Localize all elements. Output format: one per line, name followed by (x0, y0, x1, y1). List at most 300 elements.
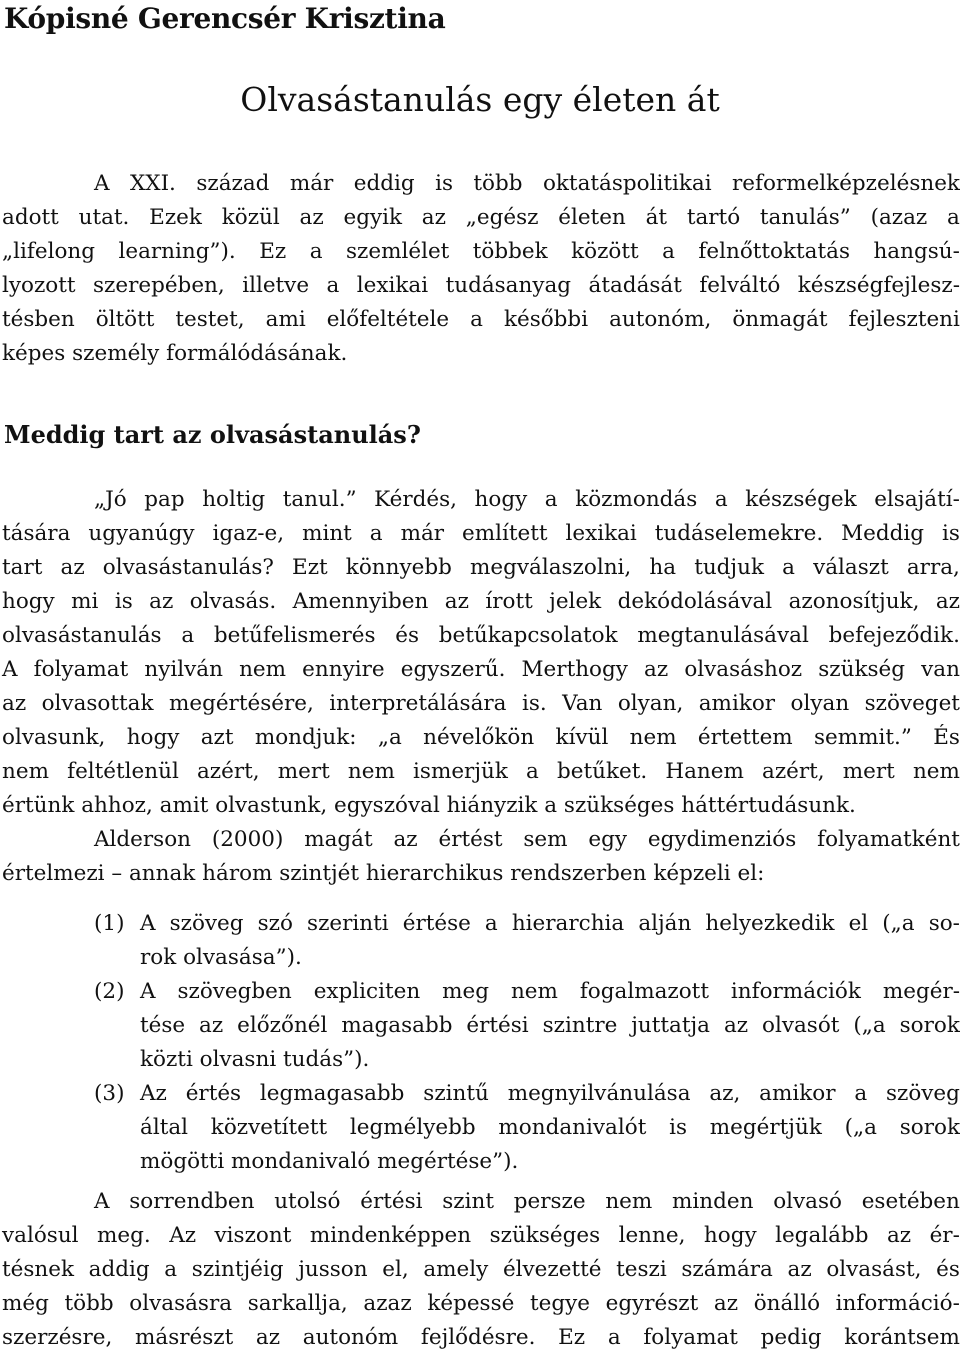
paragraph-line (0, 1219, 960, 1253)
word: alján (638, 911, 692, 936)
word: fejleszteni (848, 307, 960, 332)
word: „a (377, 725, 402, 750)
word: nem (605, 1189, 653, 1214)
word: eddig (353, 171, 415, 196)
list-number: (3) (94, 1081, 125, 1106)
word: tegye (529, 1291, 590, 1316)
word: legmagasabb (259, 1081, 405, 1106)
word: Kérdés, (374, 487, 457, 512)
word: illetve (242, 273, 310, 298)
word: megválaszolni, (469, 555, 632, 580)
word: so- (928, 911, 960, 936)
word: közmondás (575, 487, 698, 512)
word: az (886, 1223, 912, 1248)
word: az (60, 555, 85, 580)
word: Meddig (841, 521, 925, 546)
paragraph-line: értelmezi – annak három szintjét hierarchikus rendszerben képzeli el: (2, 861, 765, 886)
word: amikor (698, 691, 776, 716)
list-number: (2) (94, 979, 125, 1004)
word: felváltó (699, 273, 781, 298)
word: ha (649, 555, 677, 580)
word: olvasást, (826, 1257, 922, 1282)
word: másrészt (134, 1325, 234, 1350)
word: a (164, 1257, 178, 1282)
word: dekódolásával (617, 589, 773, 614)
word: testet, (175, 307, 245, 332)
word: helyezkedik (705, 911, 835, 936)
word: a (854, 1081, 868, 1106)
body-paragraph (0, 483, 960, 891)
author-name: Kópisné Gerencsér Krisztina (4, 2, 446, 35)
word: az (255, 1325, 281, 1350)
word: utat. (78, 205, 130, 230)
word: nem (912, 759, 960, 784)
list-item-line: közti olvasni tudás”). (140, 1047, 370, 1072)
word: tudjuk (694, 555, 764, 580)
word: expliciten (313, 979, 421, 1004)
word: képessé (427, 1291, 515, 1316)
word: persze (513, 1189, 586, 1214)
word: esetében (861, 1189, 960, 1214)
word: A (94, 1189, 110, 1214)
word: tart (2, 555, 43, 580)
word: közül (221, 205, 280, 230)
word: „Jó (94, 487, 127, 512)
paragraph-line: képes személy formálódásának. (2, 341, 348, 366)
word: szövegben (177, 979, 292, 1004)
word: hogy (126, 725, 180, 750)
word: a (470, 307, 483, 332)
paragraph-line (0, 721, 960, 755)
word: És (933, 725, 960, 750)
word: szó (257, 911, 293, 936)
paragraph-line (0, 1185, 960, 1219)
word: korántsem (844, 1325, 960, 1350)
word: nem (239, 657, 287, 682)
word: A (140, 911, 156, 936)
word: olvasunk, (2, 725, 106, 750)
word: értési (466, 1013, 529, 1038)
word: megtanulásával (637, 623, 809, 648)
word: Az (169, 1223, 197, 1248)
word: addig (88, 1257, 150, 1282)
word: autonóm, (609, 307, 712, 332)
word: a (181, 623, 195, 648)
word: autonóm (302, 1325, 399, 1350)
word: hogy (2, 589, 55, 614)
word: („a (882, 911, 915, 936)
word: magát (304, 827, 373, 852)
page-title: Olvasástanulás egy életen át (240, 80, 720, 119)
word: az (149, 589, 174, 614)
paragraph-line (0, 585, 960, 619)
word: Ez (558, 1325, 586, 1350)
word: szöveg (169, 911, 244, 936)
word: szöveg (885, 1081, 960, 1106)
word: a (369, 521, 383, 546)
word: olvasót (762, 1013, 840, 1038)
word: szükség (818, 657, 905, 682)
word: egydimenziós (647, 827, 797, 852)
paragraph-line (0, 235, 960, 269)
word: feltétlenül (67, 759, 179, 784)
word: egyik (343, 205, 403, 230)
word: már (400, 521, 445, 546)
word: nem (347, 759, 395, 784)
word: értés (185, 1081, 242, 1106)
word: tására (2, 521, 71, 546)
word: az (2, 691, 27, 716)
word: közvetített (210, 1115, 328, 1140)
word: szintű (423, 1081, 489, 1106)
word: Ezt (292, 555, 328, 580)
word: viszont (214, 1223, 292, 1248)
word: Van (562, 691, 603, 716)
word: fejlődésre. (420, 1325, 536, 1350)
word: amikor (759, 1081, 836, 1106)
word: („a (853, 1013, 886, 1038)
word: egyrészt (605, 1291, 699, 1316)
word: betűfelismerés (213, 623, 376, 648)
word: igaz-e, (212, 521, 285, 546)
word: azért, (762, 759, 825, 784)
word: valósul (2, 1223, 79, 1248)
section-heading: Meddig tart az olvasástanulás? (4, 420, 421, 449)
word: információ- (835, 1291, 960, 1316)
word: holtig (202, 487, 266, 512)
word: az (713, 1291, 739, 1316)
word: ennyire (302, 657, 385, 682)
word: öltött (95, 307, 155, 332)
word: tésben (2, 307, 75, 332)
word: az (444, 589, 469, 614)
word: értési (360, 1189, 423, 1214)
word: tudáselemekre. (654, 521, 824, 546)
paragraph-line (0, 483, 960, 517)
word: legmélyebb (349, 1115, 476, 1140)
word: felnőttoktatás (698, 239, 850, 264)
list-item-line (0, 907, 960, 941)
word: sem (523, 827, 568, 852)
paragraph-line (0, 551, 960, 585)
word: folyamat (33, 657, 129, 682)
word: át (645, 205, 668, 230)
list-item (0, 1077, 960, 1179)
word: átadását (588, 273, 682, 298)
word: könnyebb (345, 555, 452, 580)
word: szintjéig (191, 1257, 284, 1282)
word: „lifelong (2, 239, 96, 264)
paragraph-line (0, 1321, 960, 1355)
word: learning”). (118, 239, 236, 264)
intro-paragraph (0, 167, 960, 371)
word: ugyanúgy (88, 521, 195, 546)
word: még (2, 1291, 49, 1316)
word: nem (510, 979, 558, 1004)
word: interpretálására (329, 691, 507, 716)
word: azt (200, 725, 234, 750)
list-item (0, 975, 960, 1077)
word: a (309, 239, 323, 264)
word: A (2, 657, 18, 682)
word: a (607, 1325, 621, 1350)
word: Alderson (94, 827, 191, 852)
paragraph-line (0, 1287, 960, 1321)
word: nem (629, 725, 677, 750)
word: több (473, 171, 523, 196)
word: lexikai (565, 521, 637, 546)
word: tanul.” (282, 487, 357, 512)
word: későbbi (503, 307, 589, 332)
word: azonosítjuk, (788, 589, 920, 614)
word: választ (813, 555, 889, 580)
word: szerzésre, (2, 1325, 113, 1350)
word: mindenképpen (309, 1223, 472, 1248)
word: megértjük (709, 1115, 822, 1140)
word: információk (730, 979, 861, 1004)
word: század (196, 171, 270, 196)
word: olvasás. (189, 589, 277, 614)
word: egyszerű. (400, 657, 506, 682)
word: szöveget (864, 691, 960, 716)
word: Ez (259, 239, 287, 264)
word: az, (709, 1081, 741, 1106)
word: van (921, 657, 960, 682)
word: sorok (899, 1013, 960, 1038)
word: jusson (298, 1257, 368, 1282)
word: az (935, 589, 960, 614)
word: hangsú- (873, 239, 960, 264)
word: amely (423, 1257, 489, 1282)
word: (2000) (211, 827, 284, 852)
paragraph-line (0, 687, 960, 721)
word: szintre (542, 1013, 618, 1038)
word: olyan, (617, 691, 684, 716)
word: el, (382, 1257, 409, 1282)
word: a (782, 555, 795, 580)
word: „egész (465, 205, 539, 230)
word: számára (681, 1257, 773, 1282)
paragraph-line (0, 619, 960, 653)
word: is (941, 521, 960, 546)
list-item (0, 907, 960, 975)
word: betűket. (556, 759, 648, 784)
paragraph-line (0, 303, 960, 337)
word: befejeződik. (828, 623, 960, 648)
word: az (199, 1013, 224, 1038)
word: olvasástanulás (2, 623, 162, 648)
word: kívül (555, 725, 609, 750)
word: nyilván (144, 657, 223, 682)
word: az (299, 205, 324, 230)
word: hogy (703, 1223, 757, 1248)
word: minden (672, 1189, 754, 1214)
word: olvasottak (41, 691, 154, 716)
word: a (544, 487, 558, 512)
word: szükséges (489, 1223, 601, 1248)
word: mert (842, 759, 895, 784)
word: már (289, 171, 334, 196)
word: folyamatként (817, 827, 960, 852)
word: olvasáshoz (684, 657, 803, 682)
word: között (571, 239, 639, 264)
word: hierarchia (511, 911, 625, 936)
word: megértésére, (168, 691, 314, 716)
word: utolsó (274, 1189, 341, 1214)
word: a (326, 273, 340, 298)
word: az (644, 657, 669, 682)
word: tanulás” (759, 205, 851, 230)
paragraph-line (0, 269, 960, 303)
word: teszi (616, 1257, 667, 1282)
word: írott (485, 589, 533, 614)
word: és (936, 1257, 960, 1282)
paragraph-line (0, 823, 960, 857)
word: magasabb (341, 1013, 453, 1038)
word: lenne, (618, 1223, 686, 1248)
word: mert (277, 759, 330, 784)
word: legalább (775, 1223, 869, 1248)
word: az (787, 1257, 812, 1282)
word: önmagát (732, 307, 828, 332)
word: („a (844, 1115, 877, 1140)
word: szint (442, 1189, 494, 1214)
word: egy (588, 827, 627, 852)
word: sarkallja, (247, 1291, 348, 1316)
word: készségfejlesz- (797, 273, 960, 298)
word: által (140, 1115, 189, 1140)
word: tésnek (2, 1257, 74, 1282)
word: életen (558, 205, 626, 230)
word: megér- (882, 979, 960, 1004)
word: pap (144, 487, 185, 512)
word: olvasó (773, 1189, 842, 1214)
word: azaz (363, 1291, 412, 1316)
word: előzőnél (237, 1013, 328, 1038)
paragraph-line: értünk ahhoz, amit olvastunk, egyszóval hiányzik a szükséges háttértudásunk. (2, 793, 856, 818)
word: szemlélet (346, 239, 450, 264)
word: a (714, 487, 728, 512)
word: oktatáspolitikai (542, 171, 712, 196)
word: semmit.” (814, 725, 912, 750)
word: a (526, 759, 539, 784)
closing-paragraph (0, 1185, 960, 1355)
word: lexikai (356, 273, 429, 298)
word: értése (402, 911, 471, 936)
word: olvasásra (129, 1291, 233, 1316)
word: mint (302, 521, 352, 546)
word: a (947, 205, 960, 230)
list-item-line: rok olvasása”). (140, 945, 302, 970)
paragraph-line (0, 1253, 960, 1287)
paragraph-line (0, 517, 960, 551)
word: Merthogy (521, 657, 628, 682)
word: az (421, 205, 446, 230)
list-item-line (0, 1111, 960, 1145)
word: is (435, 171, 453, 196)
list-item-line (0, 1009, 960, 1043)
word: Amennyiben (292, 589, 429, 614)
word: az (393, 827, 418, 852)
word: előfeltétele (326, 307, 450, 332)
word: el (848, 911, 869, 936)
word: is (114, 589, 133, 614)
word: értettem (697, 725, 793, 750)
word: említett (462, 521, 548, 546)
word: nem (2, 759, 49, 784)
word: a (484, 911, 498, 936)
word: Ezek (149, 205, 202, 230)
word: fogalmazott (579, 979, 709, 1004)
word: lyozott (2, 273, 76, 298)
word: ismerjük (413, 759, 508, 784)
word: pedig (760, 1325, 822, 1350)
word: mondanivalót (498, 1115, 647, 1140)
word: is (669, 1115, 688, 1140)
paragraph-line (0, 167, 960, 201)
word: meg (442, 979, 489, 1004)
word: élvezetté (502, 1257, 602, 1282)
word: megnyilvánulása (507, 1081, 691, 1106)
word: XXI. (129, 171, 176, 196)
word: Az (140, 1081, 167, 1106)
word: névelőkön (423, 725, 535, 750)
word: A (94, 171, 110, 196)
list-item-line (0, 1077, 960, 1111)
numbered-list (0, 907, 960, 1179)
word: az (723, 1013, 749, 1038)
word: sorok (899, 1115, 960, 1140)
word: meg. (97, 1223, 151, 1248)
word: A (140, 979, 156, 1004)
word: jelek (549, 589, 602, 614)
paragraph-line (0, 653, 960, 687)
word: ér- (929, 1223, 960, 1248)
word: önálló (753, 1291, 821, 1316)
word: tése (140, 1013, 186, 1038)
word: tudásanyag (445, 273, 572, 298)
word: sorrendben (129, 1189, 255, 1214)
word: készségek (745, 487, 857, 512)
word: juttatja (631, 1013, 711, 1038)
word: szerepében, (92, 273, 225, 298)
word: ami (265, 307, 306, 332)
word: többek (472, 239, 548, 264)
word: olyan (790, 691, 850, 716)
list-number: (1) (94, 911, 125, 936)
word: több (64, 1291, 114, 1316)
word: Hanem (665, 759, 744, 784)
list-item-line (0, 975, 960, 1009)
paragraph-line (0, 201, 960, 235)
word: szerinti (307, 911, 389, 936)
word: betűkapcsolatok (438, 623, 618, 648)
word: és (395, 623, 419, 648)
word: értést (438, 827, 503, 852)
word: hogy (474, 487, 528, 512)
word: folyamat (643, 1325, 738, 1350)
list-item-line: mögötti mondanivaló megértése”). (140, 1149, 519, 1174)
word: elsajátí- (874, 487, 960, 512)
word: adott (2, 205, 59, 230)
word: reformelképzelésnek (732, 171, 960, 196)
word: azért, (196, 759, 260, 784)
word: (azaz (870, 205, 928, 230)
word: a (662, 239, 675, 264)
word: olvasástanulás? (102, 555, 274, 580)
word: arra, (906, 555, 960, 580)
word: mi (71, 589, 99, 614)
